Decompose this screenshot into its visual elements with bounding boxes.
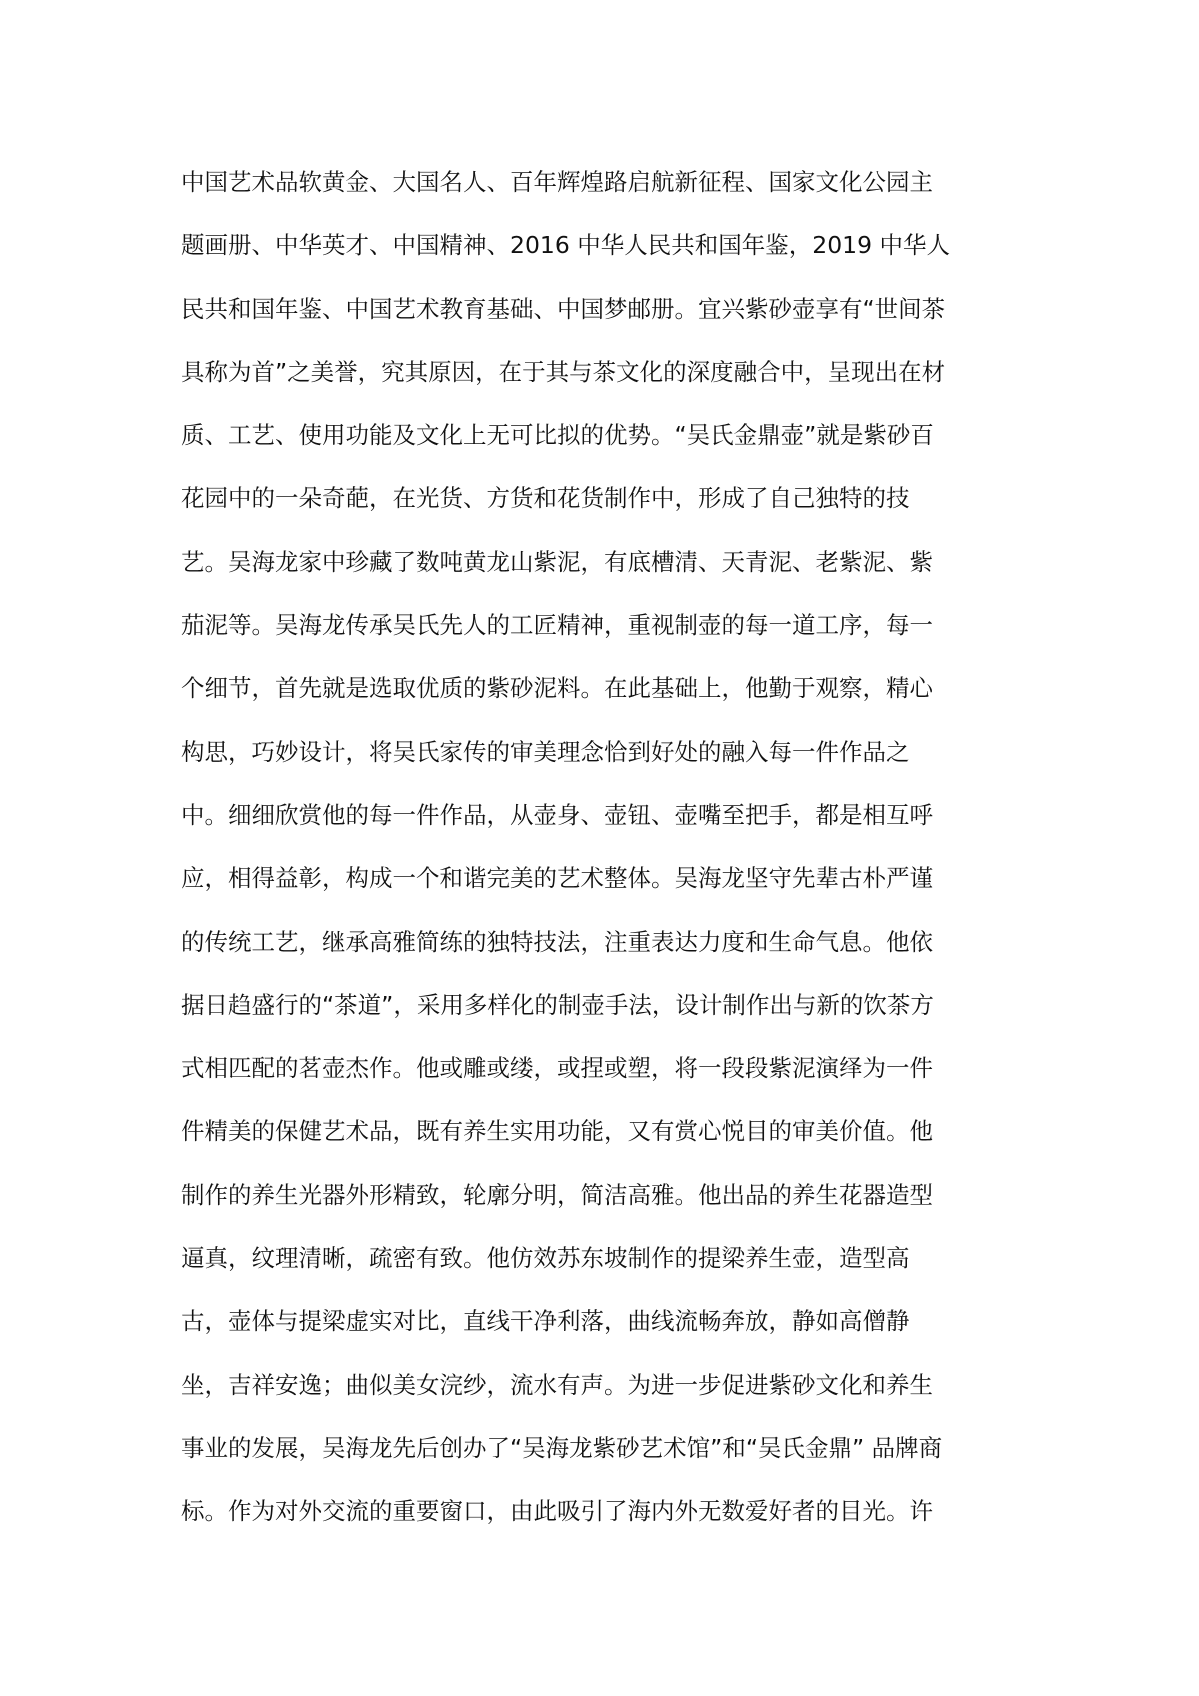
- text-line: 标。作为对外交流的重要窗口，由此吸引了海内外无数爱好者的目光。许: [181, 1497, 933, 1526]
- text-line: 具称为首”之美誉，究其原因，在于其与茶文化的深度融合中，呈现出在材: [181, 357, 946, 386]
- text-line: 的传统工艺，继承高雅简练的独特技法，注重表达力度和生命气息。他依: [181, 927, 933, 956]
- text-line: 构思，巧妙设计，将吴氏家传的审美理念恰到好处的融入每一件作品之: [181, 737, 910, 766]
- text-line: 式相匹配的茗壶杰作。他或雕或缕，或捏或塑，将一段段紫泥演绎为一件: [181, 1054, 933, 1083]
- text-line: 中国艺术品软黄金、大国名人、百年辉煌路启航新征程、国家文化公园主: [181, 168, 933, 196]
- text-line: 制作的养生光器外形精致，轮廓分明，简洁高雅。他出品的养生花器造型: [181, 1180, 933, 1209]
- text-line: 质、工艺、使用功能及文化上无可比拟的优势。“吴氏金鼎壶”就是紫砂百: [181, 421, 934, 450]
- text-line: 件精美的保健艺术品，既有养生实用功能，又有赏心悦目的审美价值。他: [181, 1117, 933, 1146]
- text-line: 题画册、中华英才、中国精神、2016 中华人民共和国年鉴，2019 中华人: [181, 231, 951, 260]
- text-line: 花园中的一朵奇葩，在光货、方货和花货制作中，形成了自己独特的技: [181, 484, 910, 513]
- text-line: 个细节，首先就是选取优质的紫砂泥料。在此基础上，他勤于观察，精心: [181, 674, 933, 703]
- text-line: 中。细细欣赏他的每一件作品，从壶身、壶钮、壶嘴至把手，都是相互呼: [181, 800, 933, 829]
- text-line: 古，壶体与提梁虚实对比，直线干净利落，曲线流畅奔放，静如高僧静: [181, 1307, 910, 1336]
- text-line: 茄泥等。吴海龙传承吴氏先人的工匠精神，重视制壶的每一道工序，每一: [181, 611, 933, 640]
- body-text: [181, 151, 1061, 1544]
- text-line: 民共和国年鉴、中国艺术教育基础、中国梦邮册。宜兴紫砂壶享有“世间茶: [181, 294, 946, 323]
- text-line: 事业的发展，吴海龙先后创办了“吴海龙紫砂艺术馆”和“吴氏金鼎” 品牌商: [181, 1433, 943, 1462]
- text-line: 逼真，纹理清晰，疏密有致。他仿效苏东坡制作的提梁养生壶，造型高: [181, 1244, 910, 1273]
- text-line: 据日趋盛行的“茶道”，采用多样化的制壶手法，设计制作出与新的饮茶方: [181, 990, 934, 1019]
- text-line: 坐，吉祥安逸；曲似美女浣纱，流水有声。为进一步促进紫砂文化和养生: [181, 1370, 933, 1399]
- text-line: 应，相得益彰，构成一个和谐完美的艺术整体。吴海龙坚守先辈古朴严谨: [181, 864, 933, 893]
- text-line: 艺。吴海龙家中珍藏了数吨黄龙山紫泥，有底槽清、天青泥、老紫泥、紫: [181, 547, 933, 576]
